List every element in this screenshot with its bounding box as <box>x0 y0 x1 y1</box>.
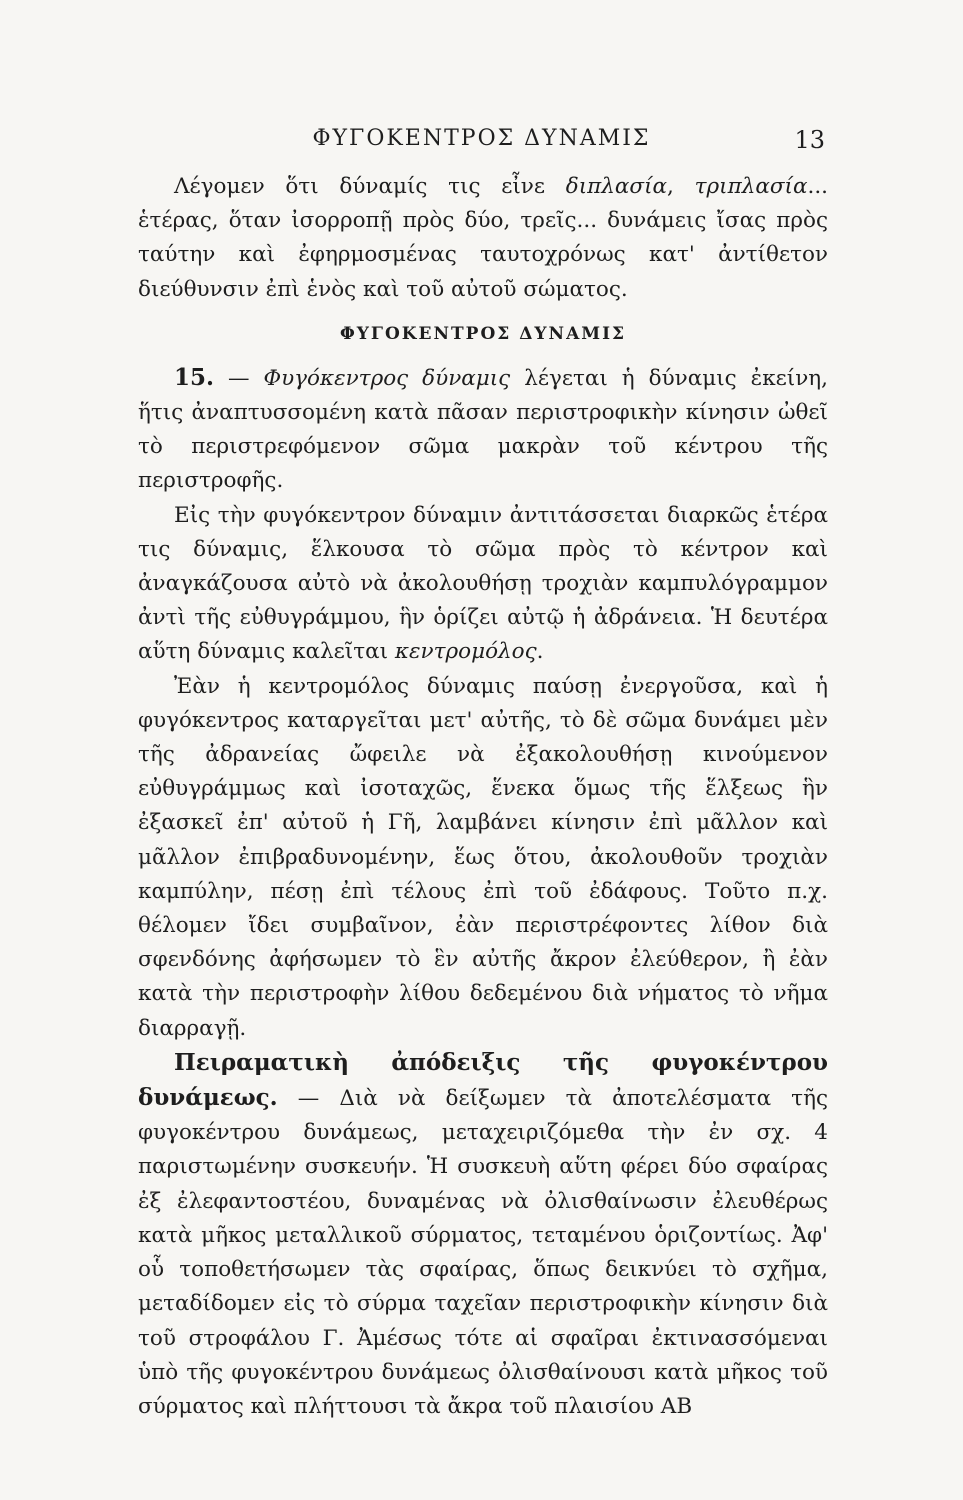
body-text <box>138 170 828 1424</box>
paragraph-4-dash: — <box>277 1086 340 1112</box>
intro-rest: ... ἑτέρας, ὅταν ἰσορροπῇ πρὸς δύο, τρεῖς... δυνάμεις ἴσας πρὸς ταύτην καὶ ἐφηρμοσμένας ταυτοχρόνως κατ' ἀντίθετον διεύθυνσιν ἐπὶ ἑνὸς καὶ τοῦ αὐτοῦ σώματος. <box>138 174 828 302</box>
term-kentromolos: κεντρομόλος <box>394 639 537 665</box>
paragraph-2 <box>138 499 828 670</box>
term-triplasia: τριπλασία <box>694 174 808 199</box>
paragraph-2-text: Εἰς τὴν φυγόκεντρον δύναμιν ἀντιτάσσεται διαρκῶς ἑτέρα τις δύναμις, ἕλκουσα τὸ σῶμα πρὸς τὸ κέντρον καὶ ἀναγκάζουσα αὐτὸ νὰ ἀκολουθήσῃ τροχιὰν καμπυλόγραμμον ἀντὶ τῆς εὐθυγράμμου, ἣν ὁρίζει αὐτῷ ἡ ἀδράνεια. Ἡ δευτέρα αὕτη δύναμις καλεῖται <box>138 502 828 665</box>
experimental-proof-heading: Πειραματικὴ ἀπόδειξις τῆς φυγοκέντρου δυνάμεως. <box>138 1048 828 1112</box>
paragraph-3: Ἐὰν ἡ κεντρομόλος δύναμις παύσῃ ἐνεργοῦσα, καὶ ἡ φυγόκεντρος καταργεῖται μετ' αὐτῆς, τὸ δὲ σῶμα δυνάμει μὲν τῆς ἀδρανείας ὤφειλε νὰ ἐξακολουθήσῃ κινούμενον εὐθυγράμμως καὶ ἰσοταχῶς, ἕνεκα ὅμως τῆς ἕλξεως ἣν ἐξασκεῖ ἐπ' αὐτοῦ ἡ Γῆ, λαμβάνει κίνησιν ἐπὶ μᾶλλον καὶ μᾶλλον ἐπιβραδυνομένην, ἕως ὅτου, ἀκολουθοῦν τροχιὰν καμπύλην, πέσῃ ἐπὶ τέλους ἐπὶ τοῦ ἐδάφους. Τοῦτο π.χ. θέλομεν ἴδει συμβαῖνον, ἐὰν περιστρέφοντες λίθον διὰ σφενδόνης ἀφήσωμεν τὸ ἓν αὐτῆς ἄκρον ἐλεύθερον, ἢ ἐὰν κατὰ τὴν περιστροφὴν λίθου δεδεμένου διὰ νήματος τὸ νῆμα διαρραγῇ. <box>138 673 828 1041</box>
paragraph-4-text: Διὰ νὰ δείξωμεν τὰ ἀποτελέσματα τῆς φυγοκέντρου δυνάμεως, μεταχειριζόμεθα τὴν ἐν σχ. 4 παριστωμένην συσκευήν. Ἡ συσκευὴ αὕτη φέρει δύο σφαίρας ἐξ ἐλεφαντοστέου, δυναμένας νὰ ὀλισθαίνωσιν ἐλευθέρως κατὰ μῆκος μεταλλικοῦ σύρματος, τεταμένου ὁριζοντίως. Ἀφ' οὗ τοποθετήσωμεν τὰς σφαίρας, ὅπως δεικνύει τὸ σχῆμα, μεταδίδομεν εἰς τὸ σύρμα ταχεῖαν περιστροφικὴν κίνησιν διὰ τοῦ στροφάλου Γ. Ἀμέσως τότε αἱ σφαῖραι ἐκτινασσόμεναι ὑπὸ τῆς φυγοκέντρου δυνάμεως ὀλισθαίνουσι κατὰ μῆκος τοῦ σύρματος καὶ πλήττουσι τὰ ἄκρα τοῦ πλαισίου ΑΒ <box>138 1086 828 1419</box>
running-head <box>0 120 963 160</box>
page-number: 13 <box>794 126 825 154</box>
intro-mid: , <box>667 174 695 199</box>
section-15-paragraph <box>138 361 828 499</box>
term-diplasia: διπλασία <box>565 174 668 199</box>
intro-start: Λέγομεν ὅτι δύναμίς τις εἶνε <box>174 174 566 199</box>
section-heading: ΦΥΓΟΚΕΝΤΡΟΣ ΔΥΝΑΜΙΣ <box>339 323 627 344</box>
intro-paragraph <box>138 170 828 307</box>
section-dash: — <box>214 365 264 391</box>
running-title: ΦΥΓΟΚΕΝΤΡΟΣ ΔΥΝΑΜΙΣ <box>312 126 651 151</box>
term-fygokentros: Φυγόκεντρος δύναμις <box>263 365 511 391</box>
section-15-rest: λέγεται ἡ δύναμις ἐκείνη, ἥτις ἀναπτυσσομένη κατὰ πᾶσαν περιστροφικὴν κίνησιν ὠθεῖ τὸ περιστρεφόμενον σῶμα μακρὰν τοῦ κέντρου τῆς περιστροφῆς. <box>138 365 828 494</box>
section-number: 15. <box>174 363 215 391</box>
paragraph-2-end: . <box>536 639 544 665</box>
paragraph-4 <box>138 1046 828 1424</box>
